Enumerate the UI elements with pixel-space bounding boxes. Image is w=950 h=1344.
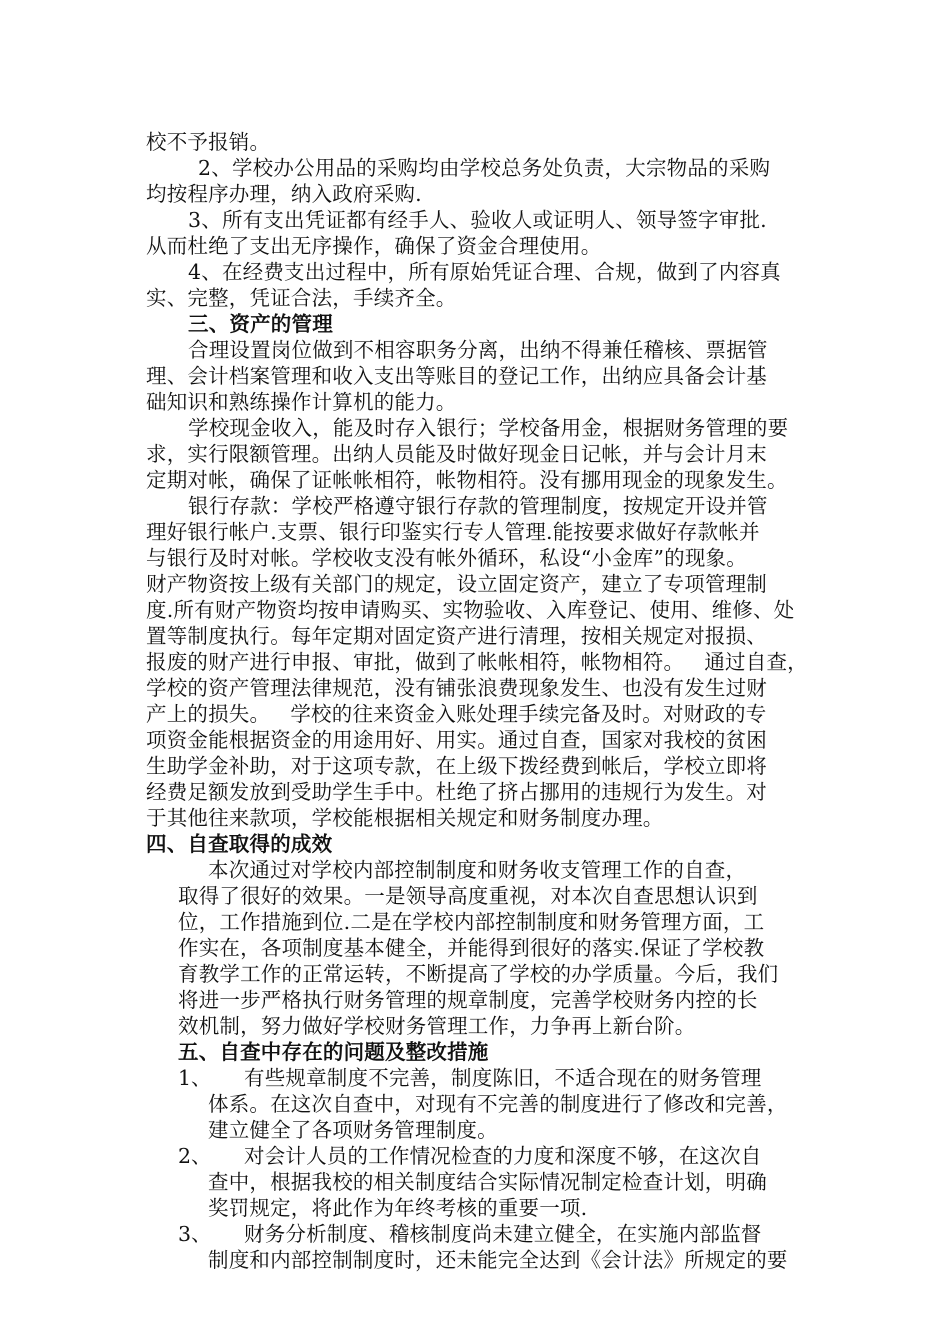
text-line: 将进一步严格执行财务管理的规章制度，完善学校财务内控的长 (178, 988, 758, 1012)
text-line: 效机制，努力做好学校财务管理工作，力争再上新台阶。 (178, 1014, 696, 1038)
list-item-text: 建立健全了各项财务管理制度。 (208, 1118, 498, 1142)
text-line: 合理设置岗位做到不相容职务分离，出纳不得兼任稽核、票据管 (188, 338, 768, 362)
text-line: 生助学金补助，对于这项专款，在上级下拨经费到帐后，学校立即将 (146, 754, 767, 778)
text-line: 财产物资按上级有关部门的规定，设立固定资产，建立了专项管理制 (146, 572, 767, 596)
text-line: 作实在，各项制度基本健全，并能得到很好的落实.保证了学校教 (178, 936, 765, 960)
list-item-text: 财务分析制度、稽核制度尚未建立健全，在实施内部监督 (244, 1222, 762, 1246)
text-line: 取得了很好的效果。一是领导高度重视，对本次自查思想认识到 (178, 884, 758, 908)
text-line: 均按程序办理，纳入政府采购. (146, 182, 422, 206)
text-line: 理、会计档案管理和收入支出等账目的登记工作，出纳应具备会计基 (146, 364, 767, 388)
list-number: 3、 (178, 1222, 212, 1246)
text-line: 定期对帐，确保了证帐帐相符，帐物相符。没有挪用现金的现象发生。 (146, 468, 788, 492)
text-line: 报废的财产进行申报、审批，做到了帐帐相符，帐物相符。 通过自查， (146, 650, 808, 674)
text-line: 于其他往来款项，学校能根据相关规定和财务制度办理。 (146, 806, 664, 830)
list-item-text: 查中，根据我校的相关制度结合实际情况制定检查计划，明确 (208, 1170, 767, 1194)
text-line: 校不予报销。 (146, 130, 271, 154)
list-item-text: 体系。在这次自查中，对现有不完善的制度进行了修改和完善， (208, 1092, 788, 1116)
section-heading: 四、自查取得的成效 (146, 832, 333, 856)
text-line: 学校现金收入，能及时存入银行；学校备用金，根据财务管理的要 (188, 416, 789, 440)
text-line: 经费足额发放到受助学生手中。杜绝了挤占挪用的违规行为发生。对 (146, 780, 767, 804)
text-line: 银行存款：学校严格遵守银行存款的管理制度，按规定开设并管 (188, 494, 768, 518)
text-line: 理好银行帐户.支票、银行印鉴实行专人管理.能按要求做好存款帐并 (146, 520, 760, 544)
text-line: 求，实行限额管理。出纳人员能及时做好现金日记帐，并与会计月末 (146, 442, 767, 466)
list-item-text: 对会计人员的工作情况检查的力度和深度不够，在这次自 (244, 1144, 762, 1168)
section-heading: 三、资产的管理 (188, 312, 333, 336)
text-line: 本次通过对学校内部控制制度和财务收支管理工作的自查， (208, 858, 747, 882)
text-line: 2、学校办公用品的采购均由学校总务处负责，大宗物品的采购 (198, 156, 771, 180)
list-number: 1、 (178, 1066, 212, 1090)
text-line: 从而杜绝了支出无序操作，确保了资金合理使用。 (146, 234, 602, 258)
list-item-text: 制度和内部控制制度时，还未能完全达到《会计法》所规定的要 (208, 1248, 788, 1272)
text-line: 础知识和熟练操作计算机的能力。 (146, 390, 457, 414)
text-line: 位，工作措施到位.二是在学校内部控制制度和财务管理方面，工 (178, 910, 765, 934)
list-number: 2、 (178, 1144, 212, 1168)
list-item-text: 奖罚规定，将此作为年终考核的重要一项. (208, 1196, 588, 1220)
text-line: 项资金能根据资金的用途用好、用实。通过自查，国家对我校的贫困 (146, 728, 767, 752)
text-line: 育教学工作的正常运转，不断提高了学校的办学质量。今后，我们 (178, 962, 779, 986)
text-line: 产上的损失。 学校的往来资金入账处理手续完备及时。对财政的专 (146, 702, 767, 726)
text-line: 与银行及时对帐。学校收支没有帐外循环，私设“小金库”的现象。 (146, 546, 747, 570)
text-line: 度.所有财产物资均按申请购买、实物验收、入库登记、使用、维修、处 (146, 598, 795, 622)
text-line: 4、在经费支出过程中，所有原始凭证合理、合规，做到了内容真 (188, 260, 781, 284)
text-line: 3、所有支出凭证都有经手人、验收人或证明人、领导签字审批. (188, 208, 767, 232)
text-line: 置等制度执行。每年定期对固定资产进行清理，按相关规定对报损、 (146, 624, 767, 648)
text-line: 学校的资产管理法律规范，没有铺张浪费现象发生、也没有发生过财 (146, 676, 767, 700)
list-item-text: 有些规章制度不完善，制度陈旧，不适合现在的财务管理 (244, 1066, 762, 1090)
section-heading: 五、自查中存在的问题及整改措施 (178, 1040, 489, 1064)
text-line: 实、完整，凭证合法，手续齐全。 (146, 286, 457, 310)
